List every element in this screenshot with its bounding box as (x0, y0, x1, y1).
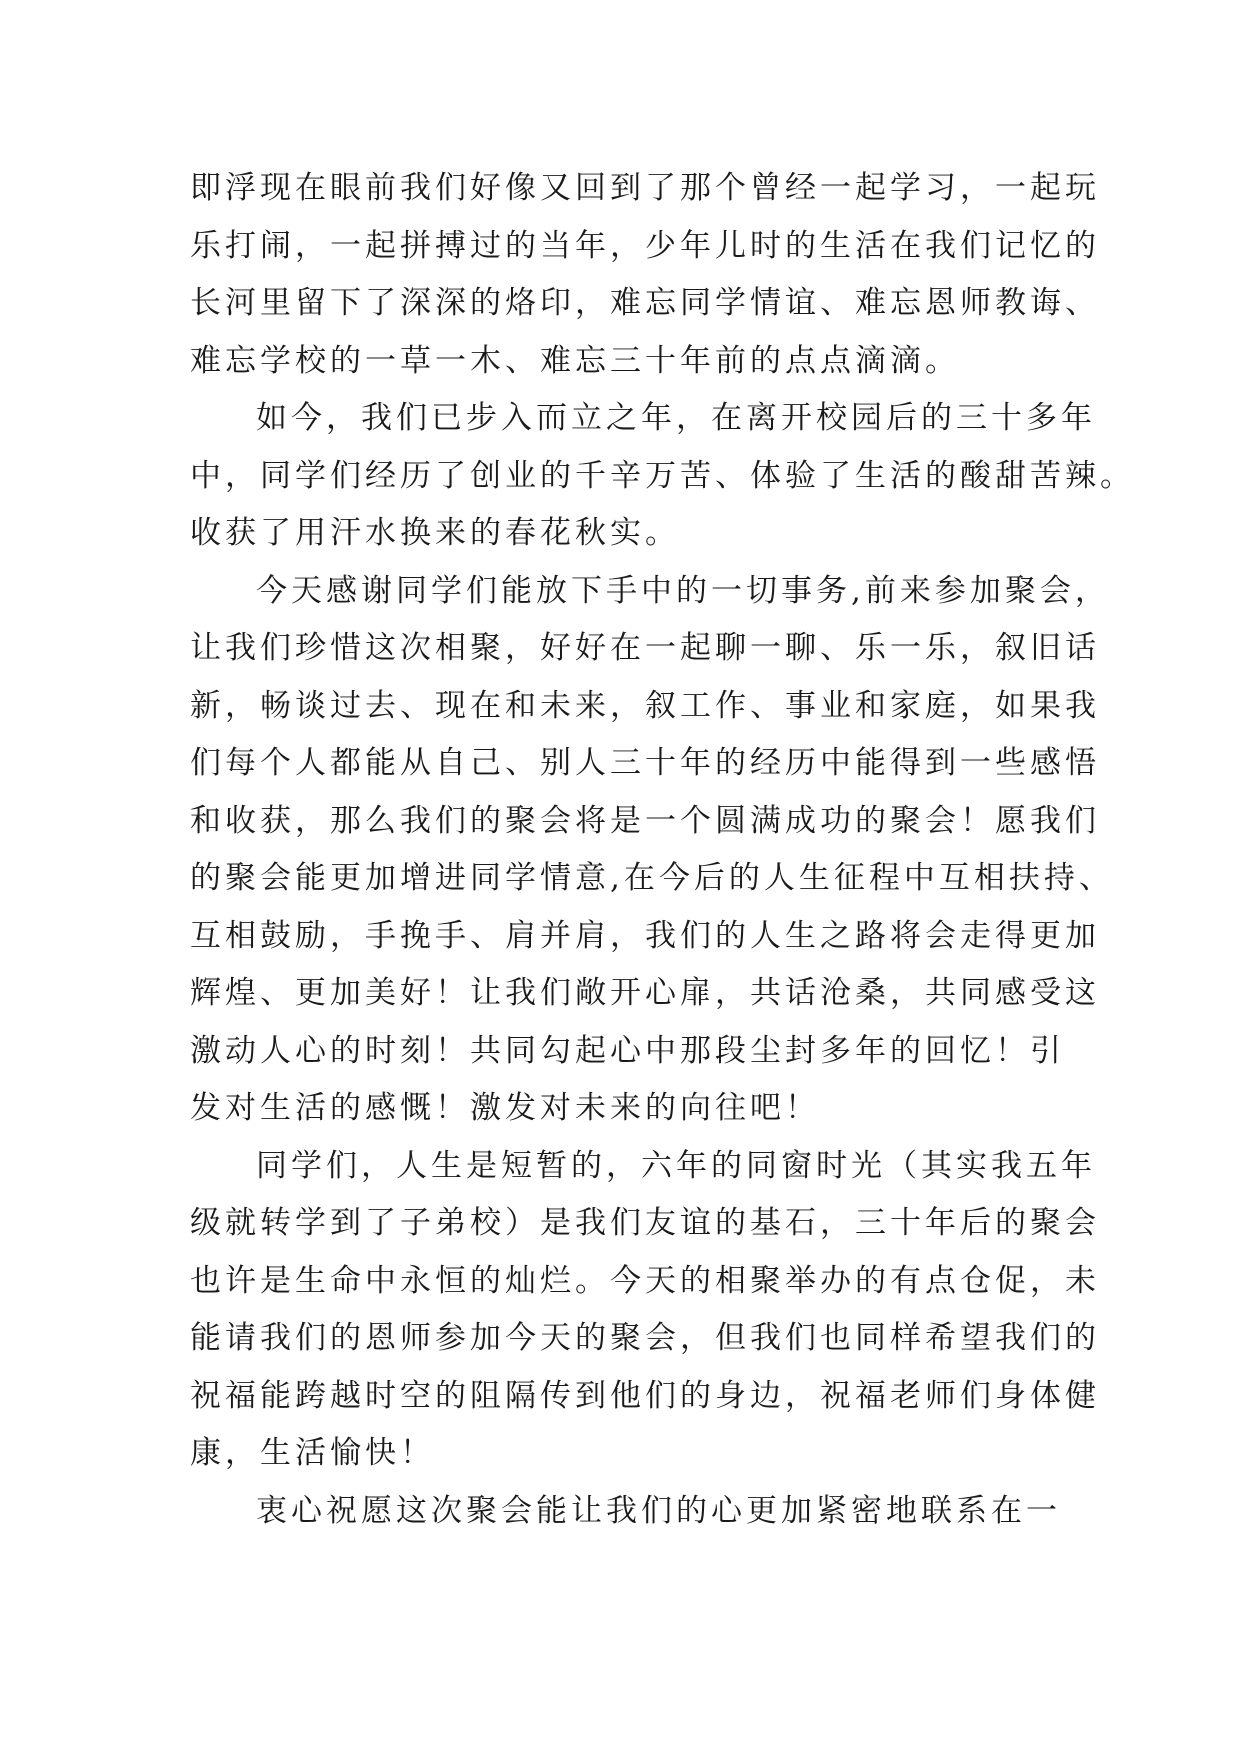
text-line: 长河里留下了深深的烙印，难忘同学情谊、难忘恩师教诲、 (190, 285, 1100, 321)
text-line: 难忘学校的一草一木、难忘三十年前的点点滴滴。 (190, 342, 960, 379)
text-line: 能请我们的恩师参加今天的聚会，但我们也同样希望我们的 (190, 1320, 1100, 1356)
text-line: 收获了用汗水换来的春花秋实。 (190, 515, 680, 551)
text-line: 也许是生命中永恒的灿烂。今天的相聚举办的有点仓促，未 (190, 1262, 1100, 1299)
paragraph-first-line: 同学们，人生是短暂的，六年的同窗时光（其实我五年 (256, 1147, 1096, 1184)
text-line: 康，生活愉快！ (190, 1435, 435, 1471)
text-line: 即浮现在眼前我们好像又回到了那个曾经一起学习，一起玩 (190, 170, 1100, 206)
text-line: 互相鼓励，手挽手、肩并肩，我们的人生之路将会走得更加 (190, 917, 1100, 954)
text-line: 乐打闹，一起拼搏过的当年，少年儿时的生活在我们记忆的 (190, 227, 1100, 264)
paragraph-first-line: 今天感谢同学们能放下手中的一切事务,前来参加聚会， (256, 572, 1110, 609)
text-line: 级就转学到了子弟校）是我们友谊的基石，三十年后的聚会 (190, 1205, 1100, 1241)
text-line: 发对生活的感慨！激发对未来的向往吧！ (190, 1090, 820, 1126)
text-line: 让我们珍惜这次相聚，好好在一起聊一聊、乐一乐，叙旧话 (190, 630, 1100, 666)
text-line: 辉煌、更加美好！让我们敞开心扉，共话沧桑，共同感受这 (190, 975, 1100, 1011)
document-body (190, 160, 1135, 1540)
paragraph-first-line: 衷心祝愿这次聚会能让我们的心更加紧密地联系在一 (256, 1492, 1061, 1529)
text-line: 的聚会能更加增进同学情意,在今后的人生征程中互相扶持、 (190, 860, 1114, 896)
paragraph-first-line: 如今，我们已步入而立之年，在离开校园后的三十多年 (256, 400, 1096, 436)
text-line: 激动人心的时刻！共同勾起心中那段尘封多年的回忆！引 (190, 1032, 1065, 1069)
text-line: 和收获，那么我们的聚会将是一个圆满成功的聚会！愿我们 (190, 802, 1100, 839)
text-line: 祝福能跨越时空的阻隔传到他们的身边，祝福老师们身体健 (190, 1377, 1100, 1414)
text-line: 中，同学们经历了创业的千辛万苦、体验了生活的酸甜苦辣。 (190, 457, 1135, 494)
text-line: 新，畅谈过去、现在和未来，叙工作、事业和家庭，如果我 (190, 687, 1100, 724)
text-line: 们每个人都能从自己、别人三十年的经历中能得到一些感悟 (190, 745, 1100, 781)
